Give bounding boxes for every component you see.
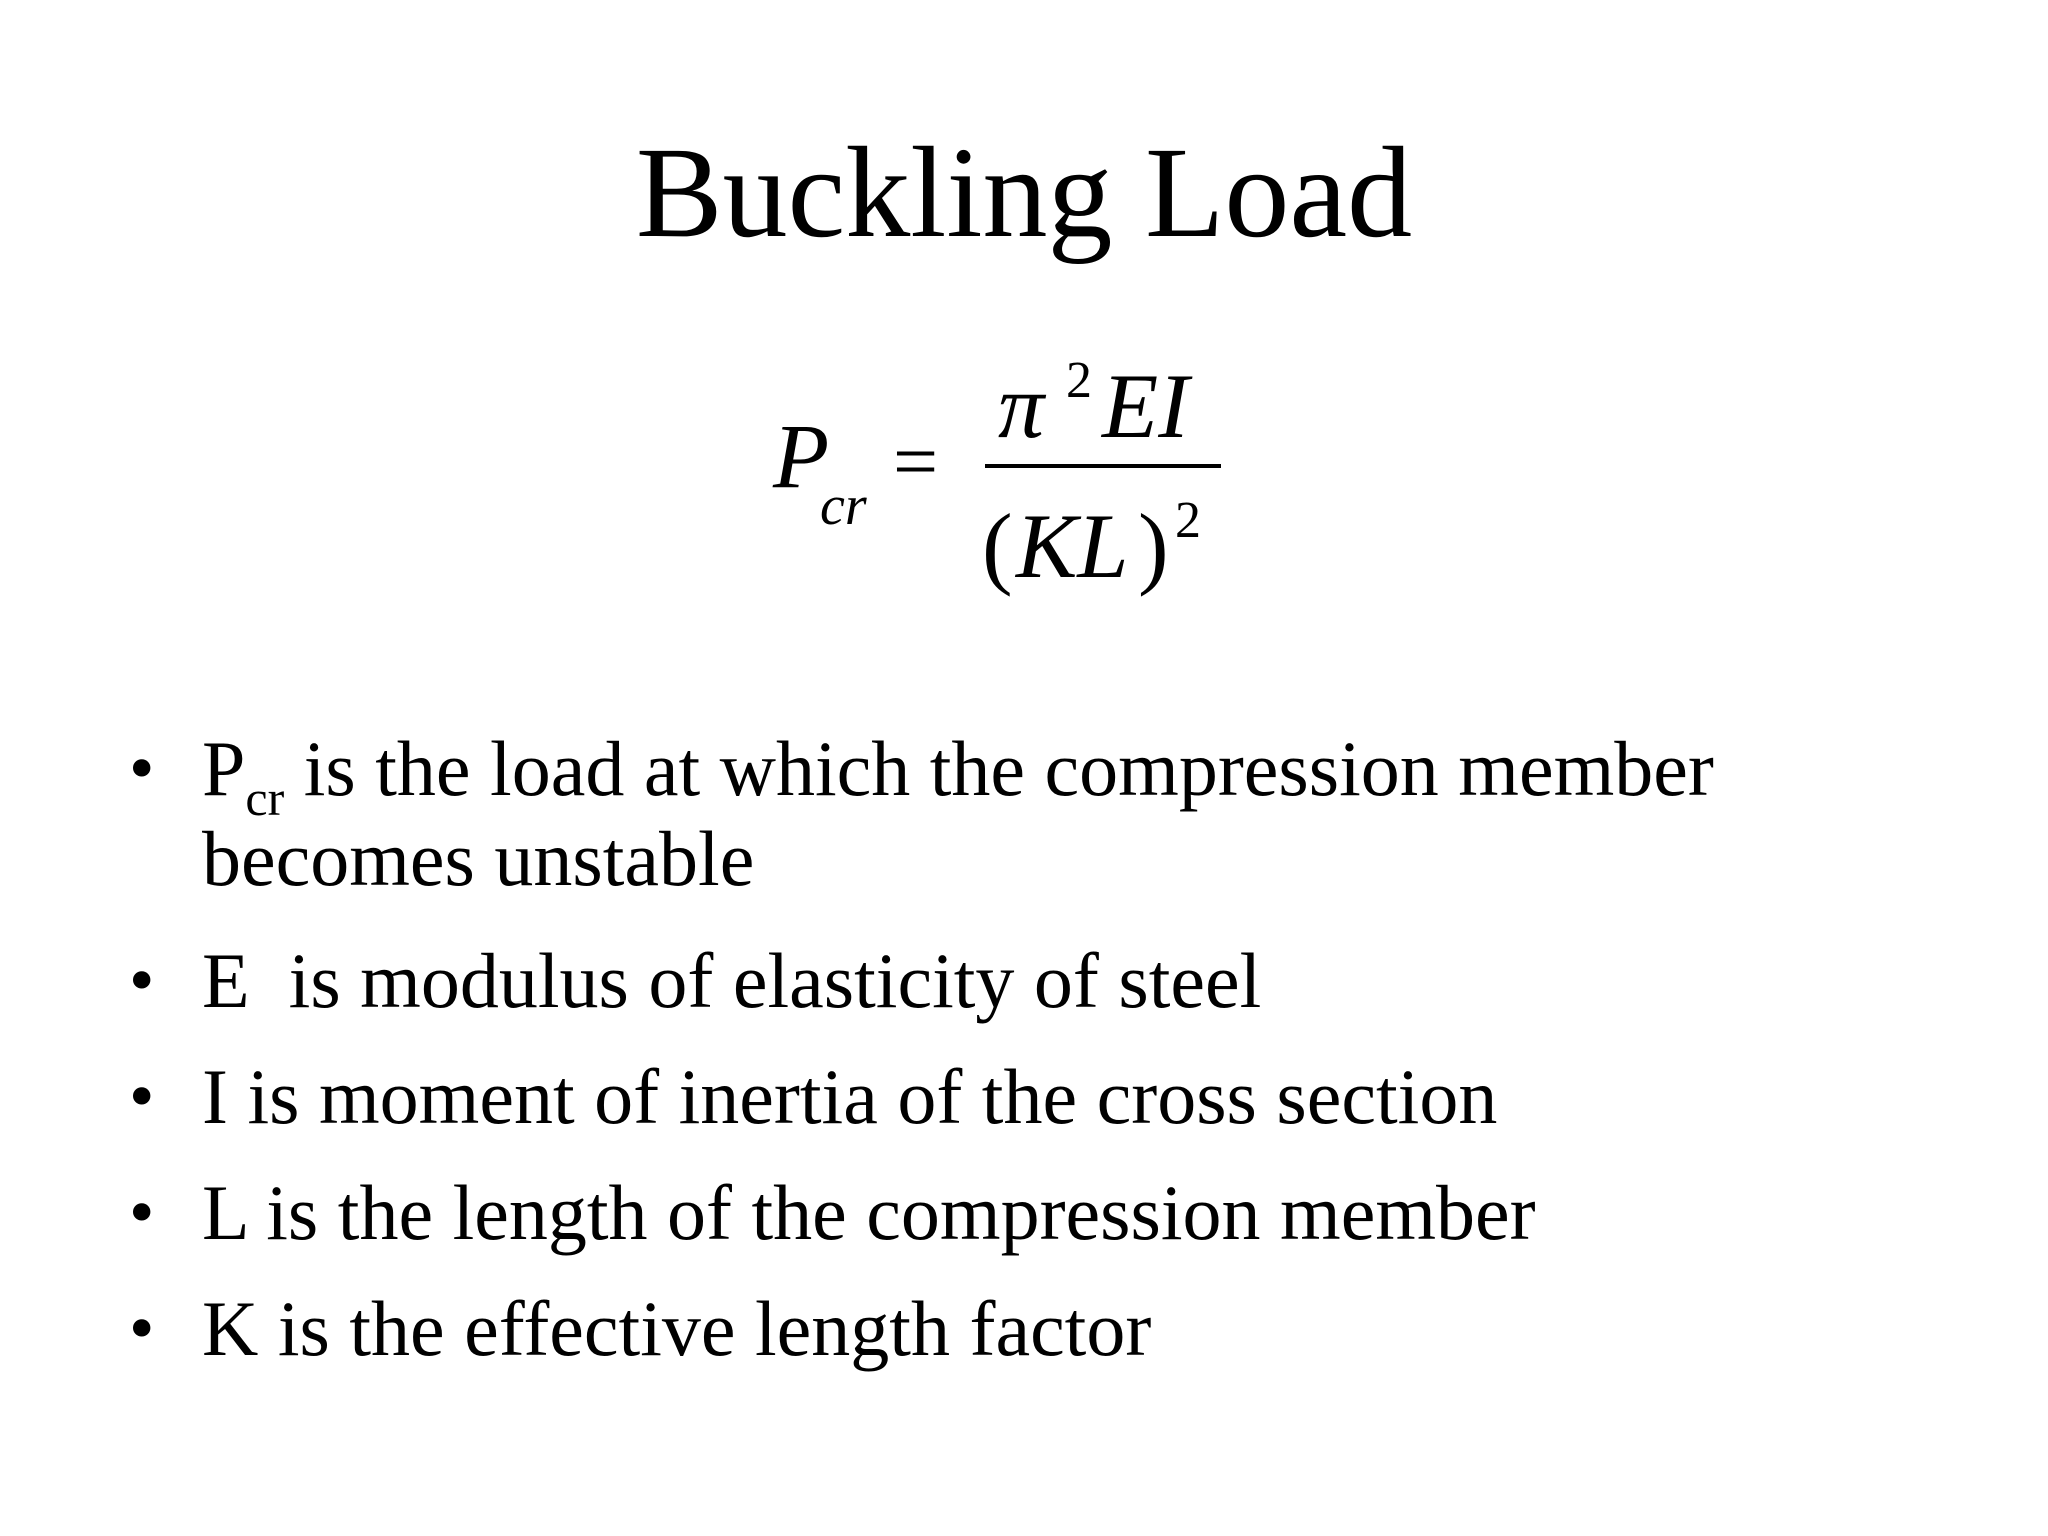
buckling-load-formula	[0, 0, 2048, 620]
bullet-continuation: becomes unstable	[202, 815, 755, 902]
formula-pi: π	[998, 355, 1045, 457]
formula-denominator-kl: KL	[1016, 495, 1129, 597]
formula-equals: =	[893, 418, 939, 506]
formula-numerator-ei: EI	[1102, 355, 1189, 457]
formula-open-paren: (	[982, 495, 1013, 597]
bullet-dot-icon: •	[124, 735, 160, 805]
formula-pi-exponent: 2	[1066, 352, 1092, 409]
formula-lhs-symbol: P	[773, 405, 830, 507]
bullet-text	[202, 725, 1714, 826]
bullet-dot-icon: •	[124, 947, 160, 1017]
slide-title: Buckling Load	[635, 121, 1413, 265]
bullet-text: I is moment of inertia of the cross section	[202, 1053, 1498, 1140]
formula-fraction-bar	[985, 464, 1221, 468]
bullet-dot-icon: •	[124, 1295, 160, 1365]
bullet-text-rest: is the load at which the compression member	[284, 725, 1714, 812]
bullet-text: E is modulus of elasticity of steel	[202, 937, 1262, 1024]
bullet-subscript: cr	[245, 770, 285, 826]
bullet-dot-icon: •	[124, 1063, 160, 1133]
formula-denominator-exponent: 2	[1175, 492, 1201, 549]
bullet-dot-icon: •	[124, 1179, 160, 1249]
formula-lhs-subscript: cr	[820, 475, 867, 537]
formula-close-paren: )	[1138, 495, 1169, 597]
bullet-text: L is the length of the compression member	[202, 1169, 1536, 1256]
bullet-symbol: P	[202, 725, 246, 812]
bullet-text: K is the effective length factor	[202, 1285, 1152, 1372]
